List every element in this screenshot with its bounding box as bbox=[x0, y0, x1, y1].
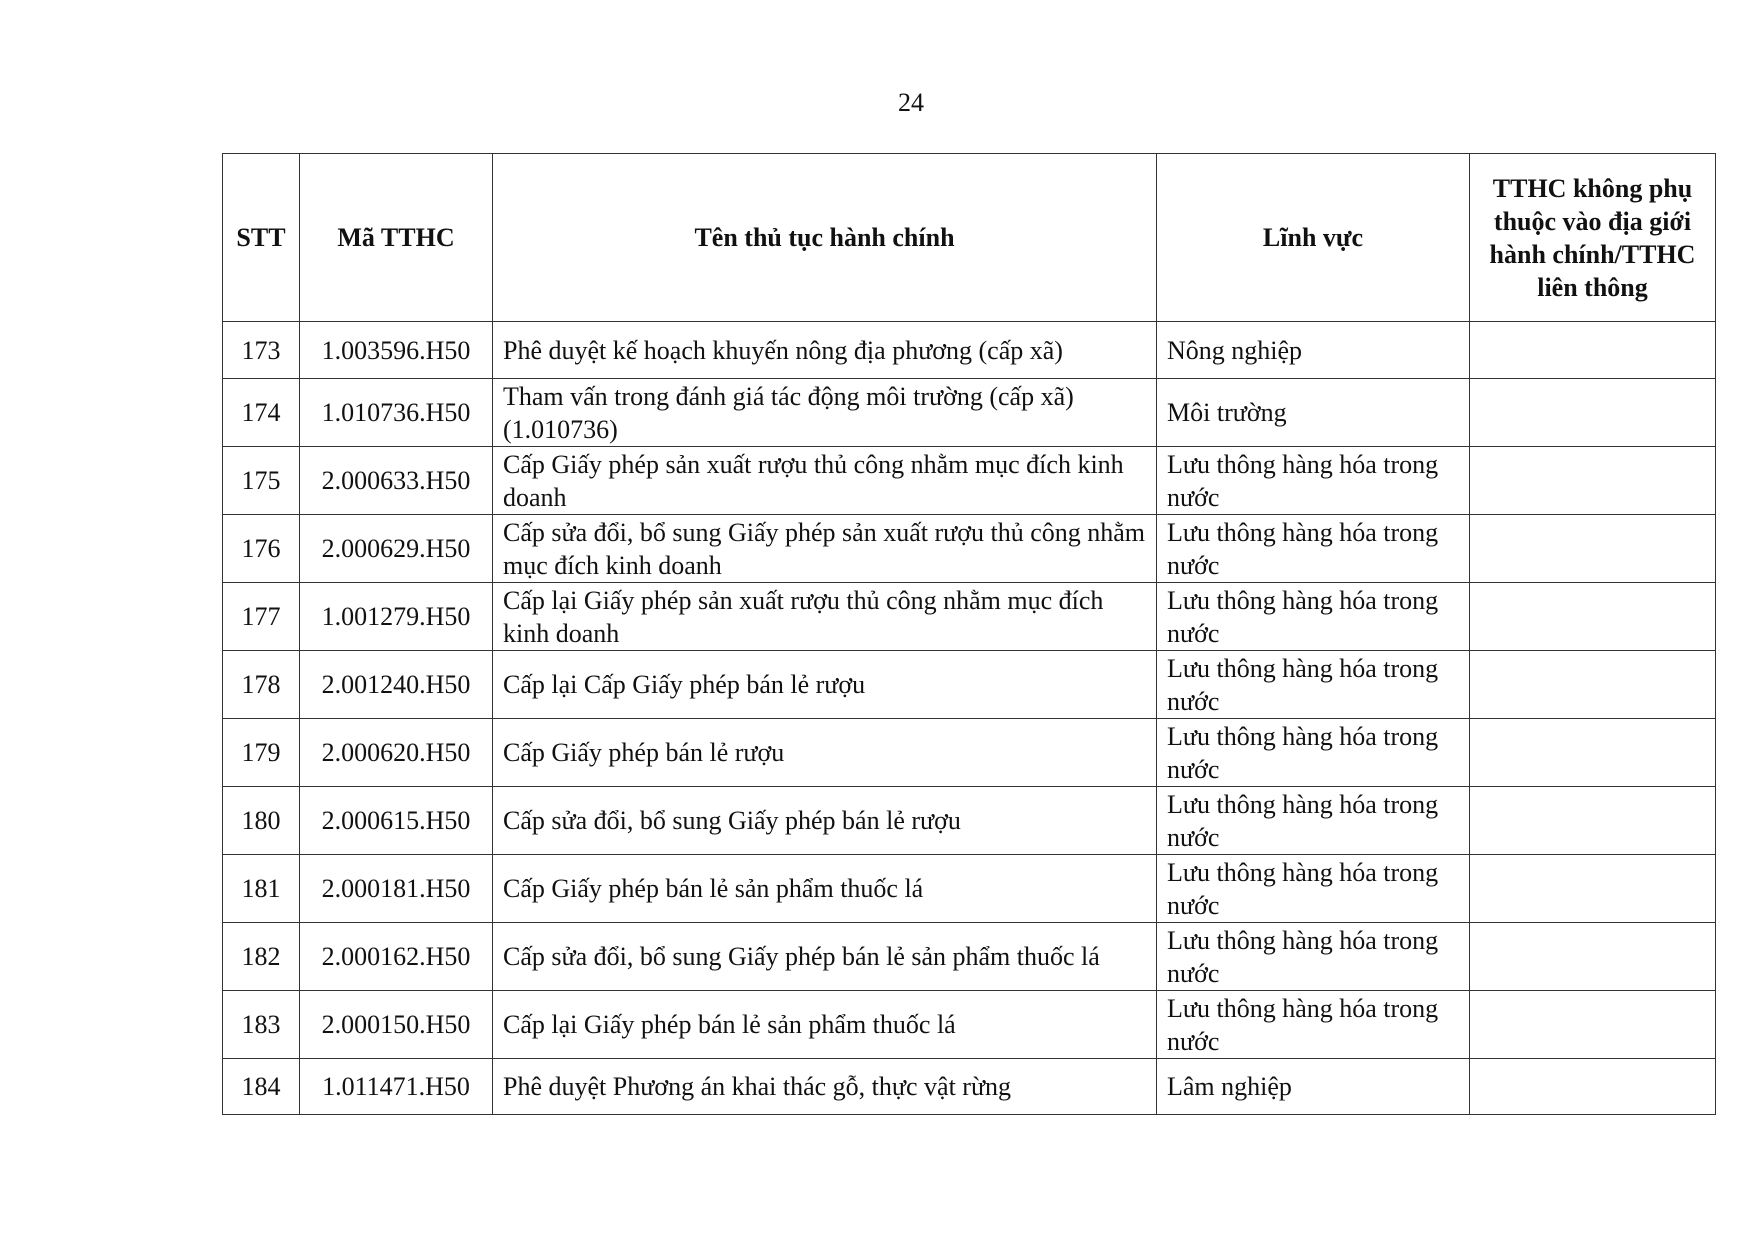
cell-name: Cấp lại Cấp Giấy phép bán lẻ rượu bbox=[493, 651, 1157, 719]
table-row bbox=[223, 855, 1716, 923]
cell-note bbox=[1470, 651, 1716, 719]
cell-code: 2.000615.H50 bbox=[300, 787, 493, 855]
cell-stt: 180 bbox=[223, 787, 300, 855]
cell-field: Lưu thông hàng hóa trong nước bbox=[1157, 787, 1470, 855]
cell-note bbox=[1470, 787, 1716, 855]
cell-code: 2.000162.H50 bbox=[300, 923, 493, 991]
header-stt: STT bbox=[223, 154, 300, 322]
cell-code: 1.003596.H50 bbox=[300, 322, 493, 379]
cell-code: 2.000629.H50 bbox=[300, 515, 493, 583]
header-field: Lĩnh vực bbox=[1157, 154, 1470, 322]
cell-stt: 174 bbox=[223, 379, 300, 447]
cell-stt: 179 bbox=[223, 719, 300, 787]
cell-stt: 175 bbox=[223, 447, 300, 515]
cell-name: Cấp lại Giấy phép bán lẻ sản phẩm thuốc lá bbox=[493, 991, 1157, 1059]
cell-code: 2.001240.H50 bbox=[300, 651, 493, 719]
header-note: TTHC không phụ thuộc vào địa giới hành chính/TTHC liên thông bbox=[1470, 154, 1716, 322]
cell-stt: 178 bbox=[223, 651, 300, 719]
cell-code: 1.010736.H50 bbox=[300, 379, 493, 447]
cell-field: Lưu thông hàng hóa trong nước bbox=[1157, 651, 1470, 719]
cell-name: Tham vấn trong đánh giá tác động môi trường (cấp xã) (1.010736) bbox=[493, 379, 1157, 447]
cell-stt: 182 bbox=[223, 923, 300, 991]
cell-field: Lưu thông hàng hóa trong nước bbox=[1157, 923, 1470, 991]
header-name: Tên thủ tục hành chính bbox=[493, 154, 1157, 322]
cell-code: 2.000633.H50 bbox=[300, 447, 493, 515]
procedures-table bbox=[222, 153, 1716, 1115]
cell-note bbox=[1470, 923, 1716, 991]
header-code: Mã TTHC bbox=[300, 154, 493, 322]
cell-name: Cấp Giấy phép bán lẻ rượu bbox=[493, 719, 1157, 787]
cell-field: Môi trường bbox=[1157, 379, 1470, 447]
cell-note bbox=[1470, 583, 1716, 651]
cell-note bbox=[1470, 855, 1716, 923]
table-row bbox=[223, 583, 1716, 651]
table-row bbox=[223, 651, 1716, 719]
cell-field: Lưu thông hàng hóa trong nước bbox=[1157, 991, 1470, 1059]
cell-stt: 183 bbox=[223, 991, 300, 1059]
cell-field: Lưu thông hàng hóa trong nước bbox=[1157, 583, 1470, 651]
table-row bbox=[223, 787, 1716, 855]
cell-field: Lưu thông hàng hóa trong nước bbox=[1157, 515, 1470, 583]
cell-note bbox=[1470, 322, 1716, 379]
cell-stt: 184 bbox=[223, 1059, 300, 1115]
cell-stt: 177 bbox=[223, 583, 300, 651]
table-row bbox=[223, 1059, 1716, 1115]
cell-note bbox=[1470, 719, 1716, 787]
cell-stt: 181 bbox=[223, 855, 300, 923]
cell-name: Phê duyệt kế hoạch khuyến nông địa phương (cấp xã) bbox=[493, 322, 1157, 379]
cell-code: 2.000181.H50 bbox=[300, 855, 493, 923]
cell-name: Cấp Giấy phép bán lẻ sản phẩm thuốc lá bbox=[493, 855, 1157, 923]
table-header-row bbox=[223, 154, 1716, 322]
cell-field: Lưu thông hàng hóa trong nước bbox=[1157, 447, 1470, 515]
table-row bbox=[223, 515, 1716, 583]
cell-name: Cấp sửa đổi, bổ sung Giấy phép bán lẻ sản phẩm thuốc lá bbox=[493, 923, 1157, 991]
cell-stt: 176 bbox=[223, 515, 300, 583]
cell-code: 2.000620.H50 bbox=[300, 719, 493, 787]
table-row bbox=[223, 719, 1716, 787]
cell-name: Cấp Giấy phép sản xuất rượu thủ công nhằm mục đích kinh doanh bbox=[493, 447, 1157, 515]
table-row bbox=[223, 991, 1716, 1059]
cell-note bbox=[1470, 1059, 1716, 1115]
cell-name: Phê duyệt Phương án khai thác gỗ, thực vật rừng bbox=[493, 1059, 1157, 1115]
cell-stt: 173 bbox=[223, 322, 300, 379]
table-row bbox=[223, 923, 1716, 991]
cell-note bbox=[1470, 447, 1716, 515]
cell-field: Lưu thông hàng hóa trong nước bbox=[1157, 719, 1470, 787]
cell-name: Cấp sửa đổi, bổ sung Giấy phép sản xuất rượu thủ công nhằm mục đích kinh doanh bbox=[493, 515, 1157, 583]
cell-note bbox=[1470, 515, 1716, 583]
page-number: 24 bbox=[898, 88, 924, 117]
cell-name: Cấp lại Giấy phép sản xuất rượu thủ công nhằm mục đích kinh doanh bbox=[493, 583, 1157, 651]
cell-code: 2.000150.H50 bbox=[300, 991, 493, 1059]
cell-note bbox=[1470, 991, 1716, 1059]
cell-field: Lâm nghiệp bbox=[1157, 1059, 1470, 1115]
table-row bbox=[223, 322, 1716, 379]
cell-field: Nông nghiệp bbox=[1157, 322, 1470, 379]
table-row bbox=[223, 447, 1716, 515]
cell-code: 1.001279.H50 bbox=[300, 583, 493, 651]
cell-name: Cấp sửa đổi, bổ sung Giấy phép bán lẻ rượu bbox=[493, 787, 1157, 855]
table-row bbox=[223, 379, 1716, 447]
cell-field: Lưu thông hàng hóa trong nước bbox=[1157, 855, 1470, 923]
cell-code: 1.011471.H50 bbox=[300, 1059, 493, 1115]
cell-note bbox=[1470, 379, 1716, 447]
